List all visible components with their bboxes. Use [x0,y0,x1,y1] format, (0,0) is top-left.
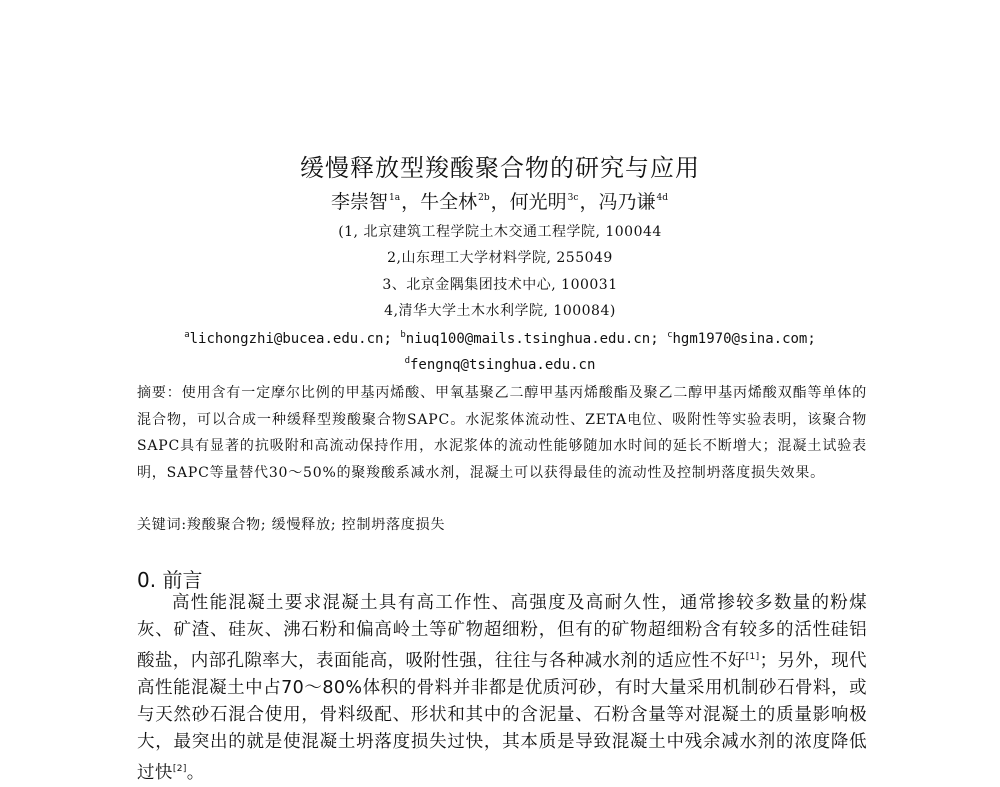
keywords: 关键词:羧酸聚合物; 缓慢释放; 控制坍落度损失 [137,517,446,533]
author-list [0,187,1000,214]
citation: [2] [172,764,187,774]
email-line [0,330,1000,347]
author-name: 牛全林 [420,191,478,213]
email-marker: c [667,330,673,340]
affiliation-line: (1, 北京建筑工程学院土木交通工程学院, 100044 [338,224,662,240]
email-address: fengnq@tsinghua.edu.cn [409,357,596,373]
email-address: hgm1970@sina.com; [672,331,816,347]
author-name: 何光明 [509,191,567,213]
author-separator: ， [579,191,599,213]
intro-text: 。 [186,763,205,783]
email-address: lichongzhi@bucea.edu.cn; [189,331,392,347]
email-marker: a [184,330,190,340]
author-name: 李崇智 [331,191,389,213]
author-separator: ， [490,191,510,213]
intro-text: ；另外，现代高性能混凝土中占70～80%体积的骨料并非都是优质河砂，有时大量采用机制砂石骨料，或与天然砂石混合使用，骨料级配、形状和其中的含泥量、石粉含量等对混凝土的质量影响极大，最突出的就是使混凝土坍落度损失过快，其本质是导致混凝土中残余减水剂的浓度降低过快 [137,651,867,783]
author-name: 冯乃谦 [598,191,656,213]
email-line [0,356,1000,373]
intro-text: 高性能混凝土要求混凝土具有高工作性、高强度及高耐久性，通常掺较多数量的粉煤灰、矿渣、硅灰、沸石粉和偏高岭土等矿物超细粉，但有的矿物超细粉含有较多的活性硅铝酸盐，内部孔隙率大，表面能高，吸附性强，往往与各种减水剂的适应性不好 [137,593,867,671]
affiliation-line: 4,清华大学土木水利学院, 100084) [384,303,616,319]
affiliation-line: 2,山东理工大学材料学院, 255049 [387,250,613,266]
email-address: niuq100@mails.tsinghua.edu.cn; [405,331,659,347]
author-affiliation-marker: 2b [478,193,490,203]
email-marker: b [400,330,406,340]
citation: [1] [745,652,760,662]
section-heading: 0. 前言 [137,568,203,592]
affiliation-line: 3、北京金隅集团技术中心, 100031 [382,277,618,293]
paper-title: 缓慢释放型羧酸聚合物的研究与应用 [300,154,700,182]
author-affiliation-marker: 3c [567,193,579,203]
email-marker: d [404,356,410,366]
author-affiliation-marker: 4d [656,193,668,203]
author-separator: ， [401,191,421,213]
intro-paragraph [137,590,867,787]
author-affiliation-marker: 1a [389,193,401,203]
abstract: 摘要：使用含有一定摩尔比例的甲基丙烯酸、甲氧基聚乙二醇甲基丙烯酸酯及聚乙二醇甲基丙烯酸双酯等单体的混合物，可以合成一种缓释型羧酸聚合物SAPC。水泥浆体流动性、ZETA电位、吸附性等实验表明，该聚合物SAPC具有显著的抗吸附和高流动保持作用，水泥浆体的流动性能够随加水时间的延长不断增大；混凝土试验表明，SAPC等量替代30～50%的聚羧酸系减水剂，混凝土可以获得最佳的流动性及控制坍落度损失效果。 [137,385,867,481]
